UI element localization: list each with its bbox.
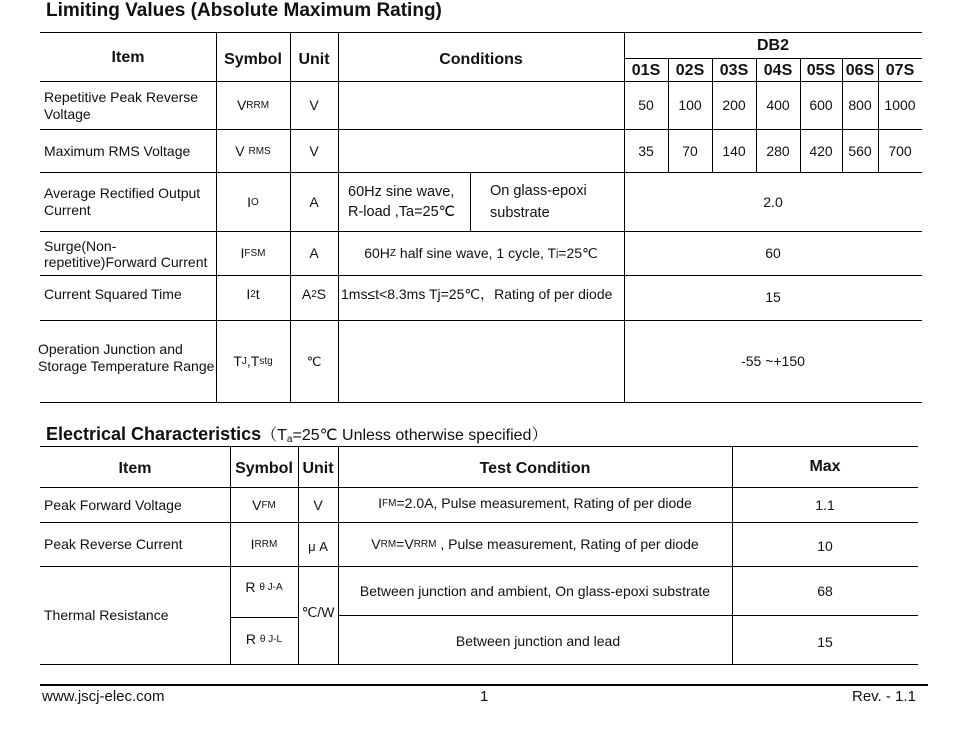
elec-row-rth-condition-jl: Between junction and lead	[455, 632, 621, 649]
row-vrms-05s: 420	[809, 142, 833, 159]
row-vrms-item: Maximum RMS Voltage	[44, 142, 191, 159]
row-vrms-unit: V	[309, 142, 319, 159]
row-io-value: 2.0	[763, 193, 783, 210]
elec-header-symbol: Symbol	[235, 459, 293, 477]
elec-row-vfm-item: Peak Forward Voltage	[44, 496, 182, 513]
row-vrrm-05s: 600	[809, 97, 833, 113]
row-io-item: Average Rectified Output Current	[44, 185, 201, 218]
row-tj-symbol: T J ,T stg	[233, 353, 273, 369]
row-vrms-01s: 35	[638, 142, 654, 159]
row-ifsm-value: 60	[765, 245, 781, 261]
footer-website: www.jscj-elec.com	[42, 688, 165, 705]
row-vrms-symbol: V RMS	[235, 142, 271, 159]
elec-header-item: Item	[118, 459, 152, 477]
header-item: Item	[111, 48, 145, 66]
row-vrms-03s: 140	[722, 142, 746, 159]
row-io-condition-b: On glass-epoxi substrate	[490, 183, 587, 221]
elec-row-irm-symbol: I RRM	[250, 536, 278, 552]
footer-rule	[40, 684, 928, 686]
elec-row-rth-max-ja: 68	[817, 582, 833, 599]
elec-row-rth-item: Thermal Resistance	[44, 607, 169, 623]
row-vrms-04s: 280	[766, 142, 790, 159]
limiting-values-title: Limiting Values (Absolute Maximum Rating)	[46, 0, 442, 21]
elec-row-irm-unit: μ A	[308, 538, 328, 554]
elec-header-unit: Unit	[302, 459, 334, 477]
elec-row-rth-max-jl: 15	[817, 633, 833, 650]
row-vrrm-04s: 400	[766, 97, 790, 113]
header-symbol: Symbol	[224, 50, 282, 68]
footer-page-number: 1	[480, 688, 489, 705]
header-group-db2: DB2	[756, 37, 789, 54]
row-ifsm-item: Surge(Non- repetitive)Forward Current	[44, 237, 208, 270]
row-tj-value: -55 ~+150	[741, 353, 805, 369]
footer-revision: Rev. - 1.1	[852, 688, 916, 705]
row-vrms-02s: 70	[682, 142, 698, 159]
row-ifsm-condition: 60H Z half sine wave, 1 cycle, T j =25℃	[364, 245, 598, 261]
row-tj-item: Operation Junction and Storage Temperature Range	[38, 341, 215, 374]
row-io-condition-a: 60Hz sine wave, R-load ,Ta=25℃	[348, 184, 455, 220]
model-05s: 05S	[806, 61, 836, 79]
row-vrrm-01s: 50	[638, 97, 654, 113]
row-i2t-value: 15	[765, 289, 781, 305]
row-vrrm-unit: V	[309, 97, 319, 113]
row-vrms-07s: 700	[888, 142, 912, 159]
elec-header-test-condition: Test Condition	[479, 459, 591, 477]
header-unit: Unit	[298, 50, 330, 68]
row-io-unit: A	[309, 193, 319, 210]
row-vrrm-07s: 1000	[884, 97, 916, 113]
elec-header-max: Max	[809, 457, 841, 475]
row-i2t-symbol: I 2 t	[246, 285, 260, 302]
row-ifsm-unit: A	[309, 245, 319, 261]
elec-row-rth-unit: ℃/W	[301, 603, 335, 620]
row-i2t-item: Current Squared Time	[44, 285, 182, 302]
elec-row-vfm-symbol: V FM	[252, 496, 276, 513]
row-vrrm-item: Repetitive Peak Reverse Voltage	[44, 88, 199, 122]
row-tj-unit: ℃	[306, 354, 322, 369]
elec-row-vfm-unit: V	[313, 496, 323, 513]
row-i2t-unit: A 2 S	[301, 285, 327, 302]
elec-row-rth-symbol-jl: R θ J-L	[245, 630, 283, 647]
elec-row-vfm-max: 1.1	[815, 496, 835, 513]
elec-row-irm-item: Peak Reverse Current	[44, 536, 183, 552]
elec-row-irm-condition: V RM =V RRM , Pulse measurement, Rating of per diode	[371, 536, 699, 552]
row-vrrm-02s: 100	[678, 97, 702, 113]
elec-row-rth-symbol-ja: R θ J-A	[245, 578, 283, 595]
model-07s: 07S	[885, 61, 915, 79]
model-06s: 06S	[845, 61, 875, 79]
model-04s: 04S	[763, 61, 793, 79]
electrical-characteristics-title: Electrical $Characteristics(T_a=25℃$ Unless otherwise specified）	[46, 424, 548, 445]
model-01s: 01S	[631, 61, 661, 79]
model-02s: 02S	[675, 61, 705, 79]
elec-row-irm-max: 10	[817, 537, 833, 554]
row-vrms-06s: 560	[848, 142, 872, 159]
row-ifsm-symbol: I FSM	[240, 245, 266, 261]
model-03s: 03S	[719, 61, 749, 79]
elec-row-vfm-condition: I FM =2.0A, Pulse measurement, Rating of per diode	[378, 494, 692, 511]
row-vrrm-03s: 200	[722, 97, 746, 113]
row-io-symbol: I O	[247, 193, 259, 210]
row-vrrm-symbol: V RRM	[236, 97, 270, 113]
elec-row-rth-condition-ja: Between junction and ambient, On glass-epoxi substrate	[359, 582, 711, 599]
header-conditions: Conditions	[439, 50, 523, 68]
row-i2t-condition: 1ms≤t<8.3ms Tj=25℃，Rating of per diode	[341, 285, 613, 302]
row-vrrm-06s: 800	[848, 97, 872, 113]
